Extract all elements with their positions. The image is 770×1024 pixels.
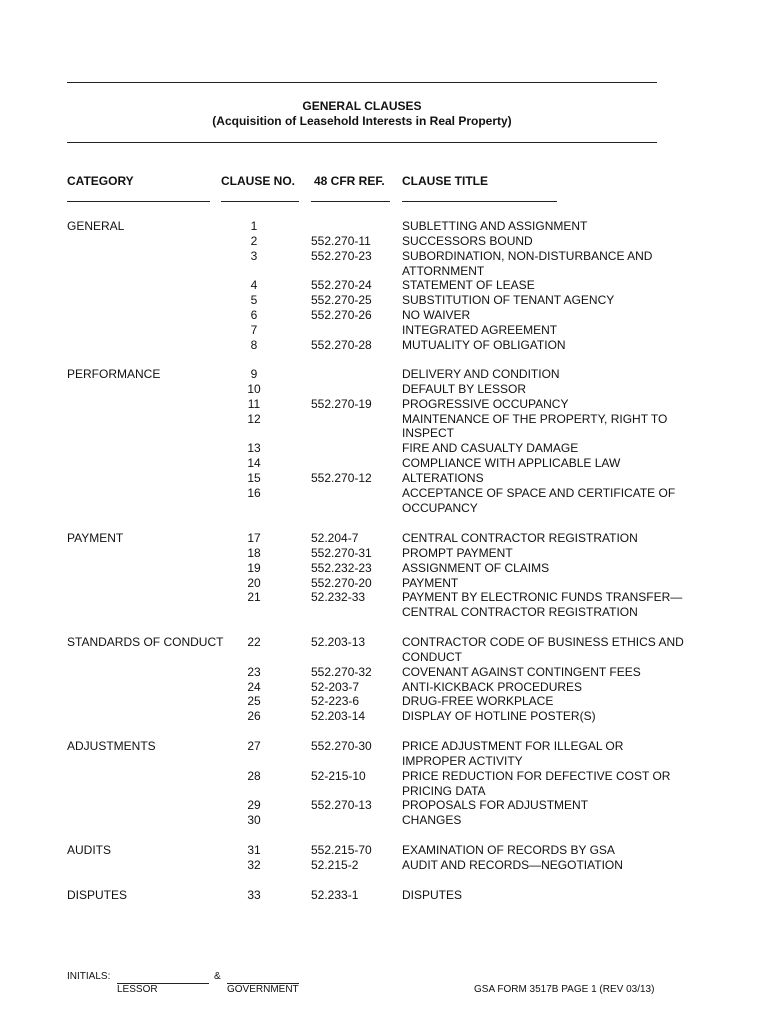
clause-title: SUBLETTING AND ASSIGNMENT <box>402 219 588 233</box>
cfr-reference: 552.270-19 <box>311 396 372 411</box>
clause-row <box>0 888 770 903</box>
clause-row <box>0 590 770 605</box>
category-label: PAYMENT <box>67 531 124 545</box>
cfr-reference: 52-223-6 <box>311 694 360 709</box>
clause-row <box>0 680 770 695</box>
clause-title: NO WAIVER <box>402 308 471 323</box>
column-header-category: CATEGORY <box>67 174 134 188</box>
clause-number: 24 <box>247 679 261 694</box>
clause-number: 30 <box>247 813 261 828</box>
clause-title: PRICE ADJUSTMENT FOR ILLEGAL OR <box>402 739 624 753</box>
initials-label: INITIALS: <box>67 971 111 982</box>
clause-title: EXAMINATION OF RECORDS BY GSA <box>402 843 615 857</box>
government-label: GOVERNMENT <box>227 984 299 995</box>
clause-title: ATTORNMENT <box>402 263 485 278</box>
category-label: DISPUTES <box>67 888 128 902</box>
cfr-reference: 552.270-28 <box>311 337 372 352</box>
clause-title: CONTRACTOR CODE OF BUSINESS ETHICS AND <box>402 635 684 649</box>
clause-title: IMPROPER ACTIVITY <box>402 753 523 768</box>
clause-number: 5 <box>250 293 258 308</box>
clause-title: ALTERATIONS <box>402 470 484 485</box>
clause-title: PROGRESSIVE OCCUPANCY <box>402 396 569 411</box>
clause-number: 29 <box>247 798 261 813</box>
clause-title: INTEGRATED AGREEMENT <box>402 322 558 337</box>
clause-row <box>0 278 770 293</box>
clause-row <box>0 456 770 471</box>
clause-title: ANTI-KICKBACK PROCEDURES <box>402 679 583 694</box>
category-underline <box>67 201 210 202</box>
clause-number: 33 <box>247 888 261 902</box>
clause-title: DISPLAY OF HOTLINE POSTER(S) <box>402 709 596 724</box>
clause-row-continuation <box>0 426 770 441</box>
clause-row <box>0 249 770 264</box>
clause-number: 8 <box>250 337 258 352</box>
column-header-clause-title: CLAUSE TITLE <box>402 174 488 188</box>
clause-number: 32 <box>247 857 261 872</box>
clause-row <box>0 308 770 323</box>
clause-number: 25 <box>247 694 261 709</box>
clause-number: 4 <box>250 278 258 293</box>
clause-title: DELIVERY AND CONDITION <box>402 367 560 381</box>
clause-row-continuation <box>0 650 770 665</box>
clause-row <box>0 234 770 249</box>
clause-title: FIRE AND CASUALTY DAMAGE <box>402 441 579 456</box>
cfr-reference: 52.215-2 <box>311 857 359 872</box>
clause-number: 18 <box>247 545 261 560</box>
clause-title: CENTRAL CONTRACTOR REGISTRATION <box>402 605 638 620</box>
clause-number: 26 <box>247 709 261 724</box>
clause-title: COVENANT AGAINST CONTINGENT FEES <box>402 664 641 679</box>
category-section <box>0 635 770 724</box>
cfr-reference: 552.270-31 <box>311 545 372 560</box>
clause-title: PROPOSALS FOR ADJUSTMENT <box>402 798 589 813</box>
clause-row <box>0 471 770 486</box>
clause-number: 20 <box>247 575 261 590</box>
cfr-reference: 552.215-70 <box>311 843 372 857</box>
clause-row <box>0 665 770 680</box>
column-header-cfr-ref: 48 CFR REF. <box>314 174 385 188</box>
clause-row <box>0 412 770 427</box>
clause-row <box>0 576 770 591</box>
clause-title: PAYMENT BY ELECTRONIC FUNDS TRANSFER— <box>402 590 683 605</box>
clause-number: 13 <box>247 441 261 456</box>
clause-title: SUBSTITUTION OF TENANT AGENCY <box>402 293 615 308</box>
clause-title: DEFAULT BY LESSOR <box>402 381 527 396</box>
clause-title: ACCEPTANCE OF SPACE AND CERTIFICATE OF <box>402 485 676 500</box>
column-header-clause-no: CLAUSE NO. <box>221 174 296 188</box>
clause-row <box>0 635 770 650</box>
category-section <box>0 843 770 873</box>
clause-row <box>0 694 770 709</box>
clause-title: ASSIGNMENT OF CLAIMS <box>402 560 550 575</box>
clause-number: 6 <box>250 308 258 323</box>
clause-title: CONDUCT <box>402 649 462 664</box>
initials-ampersand: & <box>214 971 221 982</box>
clause-title: DISPUTES <box>402 888 463 902</box>
cfr-reference: 552.270-20 <box>311 575 372 590</box>
clause-number: 16 <box>247 485 261 500</box>
clause-row <box>0 561 770 576</box>
category-label: PERFORMANCE <box>67 367 161 381</box>
clause-row <box>0 441 770 456</box>
cfr-reference: 52.204-7 <box>311 531 359 545</box>
clause-title: AUDIT AND RECORDS—NEGOTIATION <box>402 857 623 872</box>
cfr-reference: 552.270-23 <box>311 248 372 263</box>
cfr-reference: 52-203-7 <box>311 679 360 694</box>
clause-row <box>0 219 770 234</box>
cfr-reference: 552.270-12 <box>311 470 372 485</box>
clause-title-underline <box>402 201 557 202</box>
clause-row <box>0 397 770 412</box>
clause-row <box>0 739 770 754</box>
clause-row <box>0 486 770 501</box>
clause-number: 1 <box>250 219 258 233</box>
clause-row <box>0 546 770 561</box>
clause-row <box>0 323 770 338</box>
lessor-label: LESSOR <box>117 984 158 995</box>
clause-number: 28 <box>247 768 261 783</box>
clause-row <box>0 338 770 353</box>
clause-row <box>0 843 770 858</box>
category-section <box>0 888 770 903</box>
category-section <box>0 219 770 353</box>
category-section <box>0 531 770 620</box>
clause-title: PRICING DATA <box>402 783 486 798</box>
category-label: ADJUSTMENTS <box>67 739 156 753</box>
cfr-reference: 52.232-33 <box>311 590 366 605</box>
clause-title: OCCUPANCY <box>402 500 478 515</box>
clause-row-continuation <box>0 264 770 279</box>
clause-number: 9 <box>250 367 258 381</box>
clause-number: 19 <box>247 560 261 575</box>
cfr-reference: 552.270-13 <box>311 798 372 813</box>
clause-row-continuation <box>0 605 770 620</box>
cfr-reference: 552.232-23 <box>311 560 372 575</box>
clause-number: 21 <box>247 590 261 605</box>
clause-number: 10 <box>247 381 261 396</box>
cfr-reference: 52.233-1 <box>311 888 359 902</box>
clause-row <box>0 813 770 828</box>
clause-number: 17 <box>247 531 261 545</box>
clause-title: SUBORDINATION, NON-DISTURBANCE AND <box>402 248 653 263</box>
clause-no-underline <box>221 201 299 202</box>
title-bottom-rule <box>67 142 657 143</box>
clause-row <box>0 769 770 784</box>
clause-number: 14 <box>247 456 261 471</box>
clause-title: INSPECT <box>402 426 455 441</box>
page-title: GENERAL CLAUSES <box>302 99 422 113</box>
cfr-reference: 52.203-14 <box>311 709 366 724</box>
clause-number: 23 <box>247 664 261 679</box>
clause-title: CENTRAL CONTRACTOR REGISTRATION <box>402 531 638 545</box>
clause-title: PAYMENT <box>402 575 459 590</box>
clause-title: CHANGES <box>402 813 462 828</box>
clause-number: 12 <box>247 411 261 426</box>
cfr-reference: 552.270-11 <box>311 233 371 248</box>
clause-number: 27 <box>247 739 261 753</box>
clause-title: PRICE REDUCTION FOR DEFECTIVE COST OR <box>402 768 671 783</box>
cfr-reference: 552.270-32 <box>311 664 372 679</box>
form-id: GSA FORM 3517B PAGE 1 (REV 03/13) <box>474 984 655 995</box>
top-rule <box>67 82 657 83</box>
clause-title: MAINTENANCE OF THE PROPERTY, RIGHT TO <box>402 411 668 426</box>
clause-title: PROMPT PAYMENT <box>402 545 513 560</box>
cfr-reference: 552.270-26 <box>311 308 372 323</box>
clause-number: 3 <box>250 248 258 263</box>
category-label: AUDITS <box>67 843 112 857</box>
page-subtitle: (Acquisition of Leasehold Interests in Real Property) <box>212 114 512 128</box>
clause-title: STATEMENT OF LEASE <box>402 278 535 293</box>
clause-number: 2 <box>250 233 258 248</box>
clause-row <box>0 709 770 724</box>
clause-row <box>0 382 770 397</box>
clause-number: 7 <box>250 322 258 337</box>
clause-row <box>0 293 770 308</box>
clause-row-continuation <box>0 754 770 769</box>
clause-row <box>0 858 770 873</box>
clause-title: SUCCESSORS BOUND <box>402 233 533 248</box>
clause-title: DRUG-FREE WORKPLACE <box>402 694 554 709</box>
clause-title: COMPLIANCE WITH APPLICABLE LAW <box>402 456 621 471</box>
category-label: STANDARDS OF CONDUCT <box>67 635 224 649</box>
category-section <box>0 739 770 828</box>
clause-number: 31 <box>247 843 261 857</box>
clause-row-continuation <box>0 784 770 799</box>
cfr-reference: 552.270-25 <box>311 293 372 308</box>
clause-row <box>0 531 770 546</box>
cfr-ref-underline <box>311 201 390 202</box>
clause-row-continuation <box>0 501 770 516</box>
clause-row <box>0 367 770 382</box>
clause-title: MUTUALITY OF OBLIGATION <box>402 337 566 352</box>
category-section <box>0 367 770 515</box>
cfr-reference: 52.203-13 <box>311 635 366 649</box>
category-label: GENERAL <box>67 219 125 233</box>
clause-number: 11 <box>247 396 261 411</box>
clause-number: 22 <box>247 635 261 649</box>
cfr-reference: 552.270-24 <box>311 278 372 293</box>
cfr-reference: 52-215-10 <box>311 768 366 783</box>
clause-number: 15 <box>247 470 261 485</box>
clause-row <box>0 798 770 813</box>
cfr-reference: 552.270-30 <box>311 739 372 753</box>
